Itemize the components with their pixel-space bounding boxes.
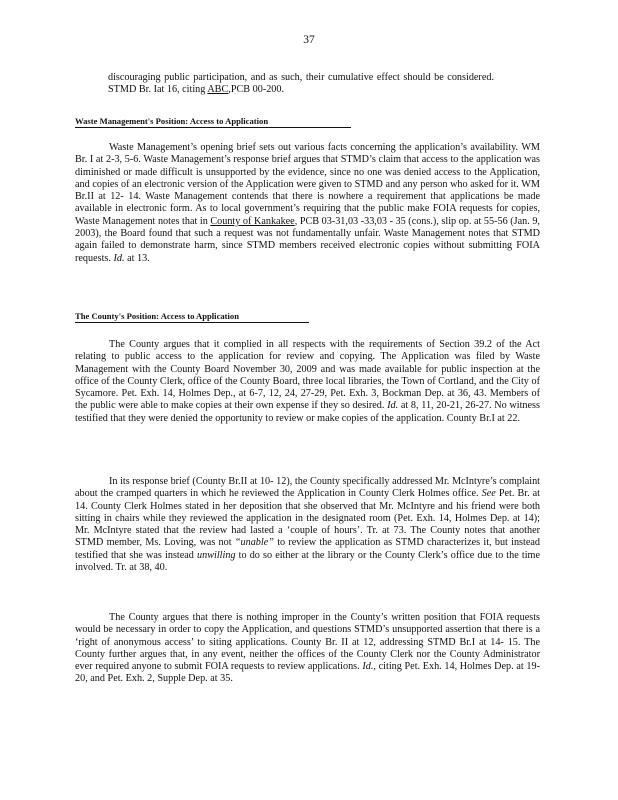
paragraph-text: to do so either at the library or the County Clerk’s office due to the time involved. Tr. at 38, 40.	[75, 549, 540, 574]
emphasis-unwilling: unwilling	[197, 549, 236, 561]
page-number: 37	[303, 34, 315, 46]
block-quote	[108, 72, 494, 97]
emphasis-unable: “unable”	[234, 537, 274, 549]
id-citation: Id.	[113, 252, 125, 264]
section-heading-county: The County's Position: Access to Application	[75, 311, 240, 321]
paragraph-text: to review the application as STMD characterizes it, but instead testified that she was instead	[75, 537, 540, 561]
paragraph-wm-1	[75, 142, 540, 265]
see-signal: See	[481, 488, 496, 500]
paragraph-county-2	[75, 476, 540, 574]
paragraph-text: Pet. Br. at 14. County Clerk Holmes stated in her deposition that she observed that Mr. McIntyre and his friend were both sitting in chairs while they reviewed the application in the designated room (Pet. Exh. 14, Holmes Dep. at 14); Mr. McIntyre stated that the review had lasted a ‘couple of hours’. Tr. at 73. The County notes that another STMD member, Ms. Loving, was not	[75, 488, 540, 549]
heading-underline	[75, 127, 351, 128]
quote-paragraph	[108, 72, 494, 97]
paragraph-text: Waste Management’s opening brief sets out various facts concerning the application’s availability. WM Br. I at 2-3, 5-6. Waste Management’s response brief argues that STMD’s claim that access to the application was diminished or made difficult is unsupported by the evidence, since no one was denied access to the Application, and copies of an electronic version of the Application were given to STMD and any person who asked for it. WM Br.II at 12- 14. Waste Management contends that there is nowhere a requirement that applications be made available in electronic form. As to local government’s requiring that the public make FOIA requests for copies, Waste Management notes that in	[75, 142, 540, 227]
paragraph-text: , citing Pet. Exh. 14, Holmes Dep. at 19-20, and Pet. Exh. 2, Supple Dep. at 35.	[75, 661, 540, 685]
paragraph-text: at 8, 11, 20-21, 26-27. No witness testified that they were denied the opportunity to review or make copies of the application. County Br.I at 22.	[75, 400, 540, 424]
id-citation: Id.	[387, 400, 399, 412]
paragraph-text: , PCB 03-31,03 -33,03 - 35 (cons.), slip op. at 55-56 (Jan. 9, 2003), the Board found that such a request was not fundamentally unfair. Waste Management notes that STMD again failed to demonstrate harm, since STMD members received electronic copies without submitting FOIA requests.	[75, 215, 540, 264]
section-heading-waste-management: Waste Management's Position: Access to Application	[75, 116, 269, 126]
case-citation: County of Kankakee	[210, 215, 295, 227]
paragraph-county-1	[75, 339, 540, 425]
paragraph-text: The County argues that there is nothing improper in the County’s written position that FOIA requests would be necessary in order to copy the Application, and questions STMD’s unsupported assertion that there is a ‘right of anonymous access’ to siting applications. County Br. II at 12, addressing STMD Br.I at 14- 15. The County further argues that, in any event, neither the offices of the County Clerk nor the County Administrator ever required anyone to submit FOIA requests to review applications.	[75, 612, 540, 673]
quote-text-end: ,PCB 00-200.	[228, 84, 285, 96]
case-citation: ABC	[207, 84, 229, 96]
paragraph-text: The County argues that it complied in all respects with the requirements of Section 39.2 of the Act relating to public access to the application for review and copying. The Application was filed by Waste Management with the County Board November 30, 2009 and was made available for public inspection at the office of the County Clerk, office of the County Board, three local libraries, the Town of Cortland, and the City of Sycamore. Pet. Exh. 14, Holmes Dep., at 6-7, 12, 24, 27-29, Pet. Exh. 3, Bockman Dep. at 36, 43. Members of the public were able to make copies at their own expense if they so desired.	[75, 339, 540, 412]
id-citation: Id.	[362, 661, 374, 673]
heading-underline	[75, 322, 309, 323]
paragraph-county-3	[75, 612, 540, 686]
paragraph-text: at 13.	[124, 252, 150, 264]
quote-text: discouraging public participation, and as such, their cumulative effect should be considered. STMD Br. Iat 16, citing	[108, 72, 494, 96]
paragraph-text: In its response brief (County Br.II at 10- 12), the County specifically addressed Mr. McIntyre’s complaint about the cramped quarters in which he reviewed the Application in County Clerk Holmes office.	[75, 476, 540, 500]
